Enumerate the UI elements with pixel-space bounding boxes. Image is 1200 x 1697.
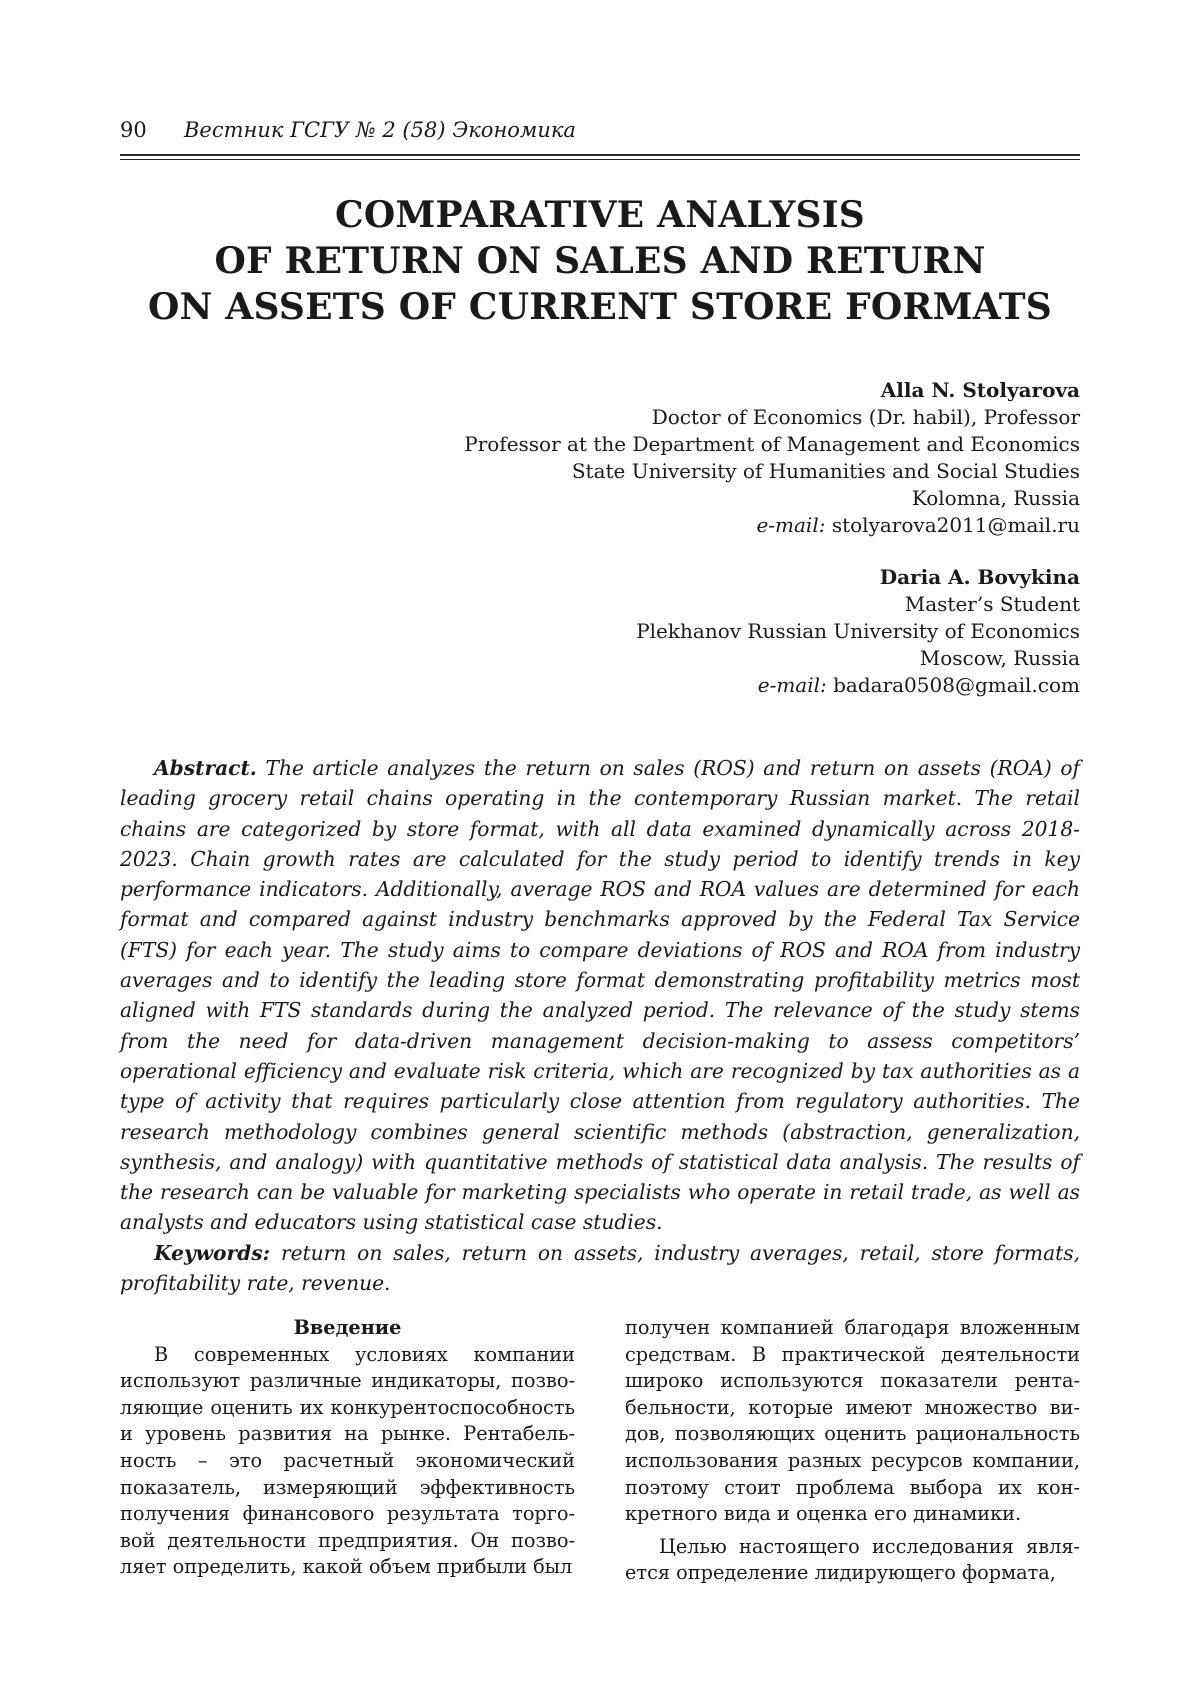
author-location: Kolomna, Russia [911,486,1080,510]
abstract-section [120,753,1080,1298]
section-heading: Введение [293,1316,402,1339]
email-label: e-mail: [757,673,827,697]
title-line: ON ASSETS OF CURRENT STORE FORMATS [148,286,1052,328]
journal-title: Вестник ГСГУ № 2 (58) Экономика [184,118,576,142]
body-column-left [120,1315,575,1581]
author-position: Professor at the Department of Management and Economics [464,432,1080,456]
author-block-1 [380,377,1080,539]
author-affiliation: Plekhanov Russian University of Economics [636,619,1080,643]
author-degree: Doctor of Economics (Dr. habil), Professor [651,405,1080,429]
body-paragraph: получен компанией благодаря вложенным средствам. В практической деятельности широко используются показатели рентабельности, которые имеют множество видов, позволяющих оценить рациональность использования разных ресурсов компании, поэтому стоит проблема выбора их конкретного вида и оценка его динамики. [625,1316,1080,1526]
title-line: COMPARATIVE ANALYSIS [335,194,865,236]
abstract-paragraph [120,753,1080,1238]
running-head [120,116,1080,150]
author-affiliation: State University of Humanities and Social Studies [571,459,1080,483]
keywords-text: return on sales, return on assets, industry averages, retail, store formats, profitability rate, revenue. [120,1240,1080,1296]
author-email[interactable]: badara0508@gmail.com [833,673,1080,697]
keywords-label: Keywords: [154,1240,271,1265]
header-rule-thin [120,159,1080,160]
author-location: Moscow, Russia [919,646,1080,670]
body-paragraph: В современных условиях компании используют различные индикаторы, позволяющие оценить их конкурентоспособность и уровень развития на рынке. Рентабельность – это расчетный экономический показатель, измеряющий эффективность получения финансового результата торговой деятельности предприятия. Он позволяет определить, какой объем прибыли был [120,1342,575,1579]
author-name: Daria A. Bovykina [879,565,1080,589]
header-rule-thick [120,154,1080,156]
page-number: 90 [120,118,147,142]
article-title [120,192,1080,330]
body-paragraph: Целью настоящего исследования является определение лидирующего формата, [625,1534,1080,1585]
author-block-2 [380,564,1080,699]
author-name: Alla N. Stolyarova [880,378,1080,402]
email-label: e-mail: [756,513,826,537]
keywords-paragraph [120,1238,1080,1299]
author-email[interactable]: stolyarova2011@mail.ru [831,513,1080,537]
author-position: Master’s Student [904,592,1080,616]
title-line: OF RETURN ON SALES AND RETURN [214,240,986,282]
author-email-line [380,672,1080,699]
author-email-line [380,512,1080,539]
abstract-label: Abstract. [154,756,257,780]
body-column-right [625,1315,1080,1587]
abstract-text: The article analyzes the return on sales (ROS) and return on assets (ROA) of leading grocery retail chains operating in the contemporary Russian market. The retail chains are categorized by store format, with all data examined dynamically across 2018-2023. Chain growth rates are calculated for the study period to identify trends in key performance indicators. Additionally, average ROS and ROA values are determined for each format and compared against industry benchmarks approved by the Federal Tax Service (FTS) for each year. The study aims to compare deviations of ROS and ROA from industry averages and to identify the leading store format demonstrating profitability metrics most aligned with FTS standards during the analyzed period. The relevance of the study stems from the need for data-driven management decision-making to assess competitors’ operational efficiency and evaluate risk criteria, which are recognized by tax authorities as a type of activity that requires particularly close attention from regulatory authorities. The research methodology combines general scientific methods (abstraction, generalization, synthesis, and analogy) with quantitative methods of statistical data analysis. The results of the research can be valuable for marketing specialists who operate in retail trade, as well as analysts and educators using statistical case studies. [120,756,1081,1235]
